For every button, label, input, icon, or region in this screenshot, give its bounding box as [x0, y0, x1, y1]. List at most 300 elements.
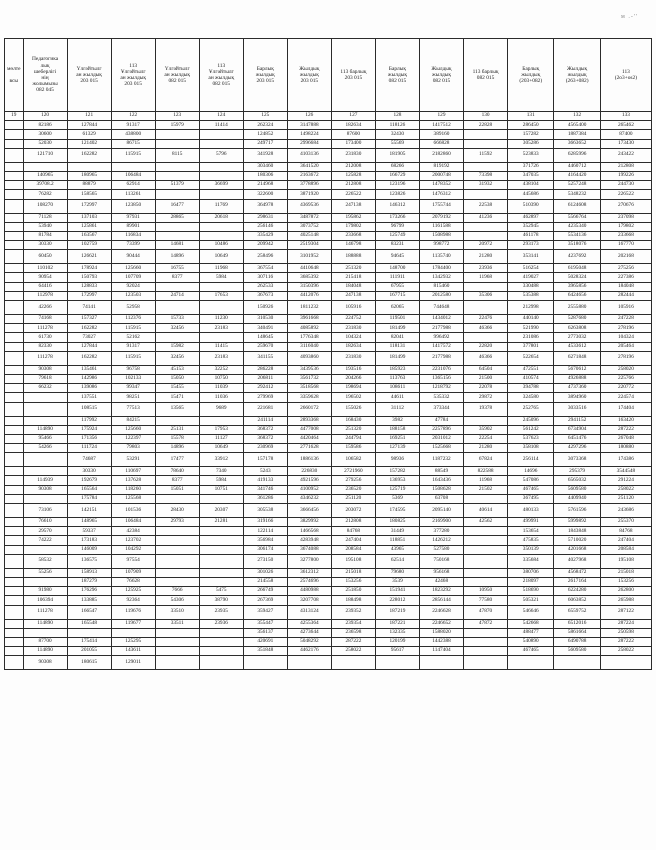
table-cell: 11036	[199, 393, 243, 402]
table-cell: 11415	[199, 342, 243, 351]
table-cell: 64504	[464, 365, 508, 374]
table-cell: 46366	[464, 324, 508, 333]
table-cell: 97931	[111, 213, 155, 222]
table-cell: 127	[331, 112, 375, 121]
table-cell: 230969	[243, 444, 287, 453]
table-cell: 547086	[508, 476, 554, 485]
table-cell	[155, 637, 199, 646]
table-cell: 153256	[600, 577, 651, 586]
table-cell: 180615	[67, 656, 111, 670]
table-row	[5, 619, 652, 628]
table-cell: 2231076	[419, 365, 463, 374]
table-cell: 22254	[464, 434, 508, 443]
table-cell: 123196	[375, 181, 419, 190]
table-cell	[199, 301, 243, 315]
table-cell: 1498224	[287, 130, 331, 139]
table-cell: 124	[199, 112, 243, 121]
table-cell: 233668	[600, 231, 651, 240]
table-cell: 172997	[67, 199, 111, 213]
table-cell	[67, 162, 111, 171]
table-cell: 2574696	[287, 577, 331, 586]
table-cell: 215018	[600, 568, 651, 577]
table-cell: 518690	[508, 587, 554, 596]
table-cell	[5, 324, 24, 333]
table-cell: 5609580	[554, 485, 600, 494]
table-cell: 310530	[243, 315, 287, 324]
table-cell	[464, 190, 508, 199]
table-cell: 23935	[199, 605, 243, 619]
table-cell: 14681	[155, 241, 199, 250]
table-cell: 104324	[600, 333, 651, 342]
table-cell: 46366	[464, 351, 508, 365]
table-cell: 173266	[375, 213, 419, 222]
table-cell: 52958	[111, 301, 155, 315]
table-cell	[464, 222, 508, 231]
table-cell	[287, 656, 331, 670]
table-cell	[5, 130, 24, 139]
table-cell: 128	[375, 112, 419, 121]
table-cell: 341155	[243, 351, 287, 365]
table-cell: 153256	[331, 577, 375, 586]
table-cell: 23183	[199, 324, 243, 333]
table-cell: 125719	[375, 485, 419, 494]
table-cell: 35902	[464, 425, 508, 434]
table-cell: 3641520	[287, 162, 331, 171]
table-row	[5, 527, 652, 536]
table-cell: 267369	[243, 596, 287, 605]
table-cell: 148965	[67, 518, 111, 527]
table-cell: 2000748	[419, 171, 463, 180]
table-cell: 8377	[155, 273, 199, 282]
table-cell: 3147888	[287, 121, 331, 130]
table-cell: 173183	[67, 536, 111, 545]
table-cell: 241114	[243, 416, 287, 425]
table-cell: 29793	[155, 518, 199, 527]
table-cell: 204266	[331, 374, 375, 383]
table-cell	[155, 656, 199, 670]
table-cell: 13565	[155, 402, 199, 416]
table-cell: 104292	[111, 545, 155, 554]
table-cell	[155, 568, 199, 577]
table-cell: 195108	[331, 554, 375, 568]
table-cell: 146798	[331, 241, 375, 250]
table-cell: 151941	[375, 587, 419, 596]
table-cell: 15455	[155, 384, 199, 393]
table-cell: 162282	[67, 324, 111, 333]
table-cell: 368372	[243, 434, 287, 443]
table-cell	[5, 264, 24, 273]
table-cell: 3150396	[287, 282, 331, 291]
table-row	[5, 444, 652, 453]
table-cell: 1135740	[419, 250, 463, 264]
table-cell: 1187232	[419, 453, 463, 467]
table-cell: 125660	[111, 425, 155, 434]
table-cell	[464, 536, 508, 545]
table-cell: 187221	[375, 619, 419, 628]
table-cell: 341746	[243, 485, 287, 494]
table-cell: 54306	[155, 596, 199, 605]
table-cell: 535332	[419, 393, 463, 402]
table-cell: 202168	[600, 250, 651, 264]
table-cell: 193516	[331, 365, 375, 374]
table-cell: 2012580	[419, 291, 463, 300]
table-cell: 319166	[243, 518, 287, 527]
table-cell: 21280	[464, 250, 508, 264]
table-cell: 165564	[67, 485, 111, 494]
table-cell: 113763	[375, 374, 419, 383]
table-cell	[464, 494, 508, 503]
table-cell: 231086	[508, 333, 554, 342]
table-cell: 226522	[600, 190, 651, 199]
table-cell: 231830	[331, 351, 375, 365]
table-cell: 237098	[600, 213, 651, 222]
table-cell	[199, 656, 243, 670]
table-cell: 42468	[419, 577, 463, 586]
table-cell: 33510	[155, 605, 199, 619]
table-cell: 3982	[375, 416, 419, 425]
table-cell: 3207708	[287, 596, 331, 605]
table-cell: 174404	[600, 402, 651, 416]
table-cell: 167770	[600, 241, 651, 250]
table-cell: 744648	[419, 301, 463, 315]
table-cell: 95466	[23, 434, 67, 443]
table-cell: 52030	[23, 139, 67, 148]
table-cell: 21502	[464, 485, 508, 494]
table-cell: 368372	[243, 425, 287, 434]
table-cell: 31932	[464, 181, 508, 190]
table-cell: 262324	[243, 121, 287, 130]
table-cell: 364978	[243, 199, 287, 213]
table-cell: 307116	[243, 273, 287, 282]
table-cell: 116834	[111, 231, 155, 240]
table-cell	[155, 545, 199, 554]
table-cell	[5, 231, 24, 240]
table-cell	[464, 416, 508, 425]
table-cell: 265988	[600, 596, 651, 605]
table-cell: 129	[419, 112, 463, 121]
table-cell: 438800	[111, 130, 155, 139]
table-cell: 1508628	[419, 485, 463, 494]
table-cell	[600, 656, 651, 670]
table-cell	[5, 647, 24, 656]
table-cell: 6263808	[554, 324, 600, 333]
table-cell: 176296	[67, 587, 111, 596]
table-cell: 121	[67, 112, 111, 121]
table-cell: 76628	[111, 577, 155, 586]
table-cell: 377280	[419, 527, 463, 536]
table-cell: 298631	[243, 213, 287, 222]
table-cell: 173400	[331, 139, 375, 148]
table-cell	[199, 536, 243, 545]
table-cell: 3894960	[554, 393, 600, 402]
table-cell: 114939	[23, 476, 67, 485]
table-cell	[155, 130, 199, 139]
table-cell: 42562	[464, 518, 508, 527]
table-cell: 351848	[243, 647, 287, 656]
table-cell: 5984	[199, 273, 243, 282]
table-cell: 2163672	[287, 171, 331, 180]
table-cell: 5369	[375, 494, 419, 503]
table-cell: 996492	[419, 333, 463, 342]
table-cell: 22820	[464, 342, 508, 351]
table-cell	[5, 619, 24, 628]
table-row	[5, 301, 652, 315]
table-cell	[5, 527, 24, 536]
table-cell	[5, 213, 24, 222]
table-cell: 10649	[199, 250, 243, 264]
table-cell	[5, 393, 24, 402]
table-cell	[5, 162, 24, 171]
table-cell: 123702	[111, 536, 155, 545]
table-cell: 303460	[243, 162, 287, 171]
table-cell: 220772	[600, 384, 651, 393]
table-cell: 132	[554, 112, 600, 121]
table-cell: 215418	[331, 273, 375, 282]
table-cell: 7666	[155, 587, 199, 596]
table-cell: 166547	[67, 605, 111, 619]
table-cell	[5, 545, 24, 554]
table-cell: 118851	[375, 536, 419, 545]
table-cell: 90954	[23, 273, 67, 282]
table-cell: 4027968	[554, 554, 600, 568]
table-cell: 252765	[508, 402, 554, 416]
table-cell: 52162	[111, 333, 155, 342]
table-cell: 231830	[331, 148, 375, 162]
table-cell	[5, 577, 24, 586]
table-cell: 41236	[464, 213, 508, 222]
table-cell: 287224	[600, 619, 651, 628]
table-cell: 198694	[331, 384, 375, 393]
table-cell: 956168	[419, 568, 463, 577]
table-cell: 137551	[67, 393, 111, 402]
table-cell: 1434012	[419, 315, 463, 324]
table-cell: 15471	[155, 393, 199, 402]
table-cell: 4273644	[287, 628, 331, 637]
table-cell: 1342932	[419, 273, 463, 282]
table-cell: 1525668	[419, 444, 463, 453]
table-cell: 2079192	[419, 213, 463, 222]
table-cell: 84768	[600, 527, 651, 536]
table-cell	[464, 130, 508, 139]
table-cell: 30600	[23, 130, 67, 139]
table-cell: 88879	[67, 181, 111, 190]
table-cell: 11127	[199, 434, 243, 443]
table-cell: 3663652	[554, 139, 600, 148]
table-cell: 389160	[419, 130, 463, 139]
table-cell: 47784	[419, 416, 463, 425]
column-header-11: 113 барлық 082 015	[464, 39, 508, 112]
table-cell: 353141	[508, 250, 554, 264]
table-cell	[23, 162, 67, 171]
table-cell	[23, 577, 67, 586]
table-cell: 1508988	[419, 231, 463, 240]
table-cell: 4100952	[287, 485, 331, 494]
table-cell: 22476	[464, 315, 508, 324]
table-cell	[155, 139, 199, 148]
table-cell: 181499	[375, 324, 419, 333]
table-cell: 251120	[331, 494, 375, 503]
table-cell: 36699	[199, 181, 243, 190]
table-cell: 380706	[508, 568, 554, 577]
table-cell: 4409940	[554, 494, 600, 503]
table-cell: 4164420	[554, 171, 600, 180]
column-header-10: Жылдық жылдық 082 015	[419, 39, 463, 112]
table-cell: 5984	[199, 476, 243, 485]
table-cell	[464, 527, 508, 536]
table-cell: 815460	[419, 282, 463, 291]
table-cell	[155, 301, 199, 315]
table-cell: 1147404	[419, 647, 463, 656]
table-cell: 341928	[243, 148, 287, 162]
table-cell: 127844	[67, 342, 111, 351]
table-row	[5, 545, 652, 554]
table-cell: 5670612	[554, 365, 600, 374]
table-cell	[5, 291, 24, 300]
table-cell: 6451476	[554, 434, 600, 443]
table-cell: 126621	[67, 250, 111, 264]
table-row	[5, 139, 652, 148]
table-cell: 3101952	[287, 250, 331, 264]
table-cell: 108270	[23, 199, 67, 213]
table-cell: 278196	[600, 324, 651, 333]
table-cell: 3033516	[554, 402, 600, 416]
table-cell: 2555880	[554, 301, 600, 315]
table-cell: 231830	[331, 324, 375, 333]
table-cell: 377801	[508, 342, 554, 351]
table-cell: 5534136	[554, 231, 600, 240]
table-cell: 21500	[464, 374, 508, 383]
table-cell: 258022	[600, 647, 651, 656]
table-cell: 510390	[508, 199, 554, 213]
table-cell: 68266	[375, 162, 419, 171]
table-cell: 23183	[199, 351, 243, 365]
table-cell: 2856144	[419, 596, 463, 605]
table-cell: 214968	[243, 181, 287, 190]
column-header-7: Жылдық жылдық 203 015	[287, 39, 331, 112]
table-cell: 22078	[464, 384, 508, 393]
table-row	[5, 112, 652, 121]
table-cell: 179802	[331, 222, 375, 231]
table-cell	[23, 494, 67, 503]
table-cell: 10751	[199, 485, 243, 494]
table-cell	[5, 476, 24, 485]
table-cell: 6734904	[554, 425, 600, 434]
table-cell: 3871920	[287, 190, 331, 199]
table-cell	[111, 162, 155, 171]
table-cell: 172997	[67, 291, 111, 300]
table-cell: 367673	[243, 291, 287, 300]
table-cell: 11968	[464, 476, 508, 485]
table-cell: 179802	[600, 222, 651, 231]
table-cell: 29570	[23, 527, 67, 536]
table-cell: 361286	[243, 494, 287, 503]
table-cell: 499991	[508, 518, 554, 527]
table-cell: 137103	[67, 213, 111, 222]
table-cell: 265462	[600, 121, 651, 130]
table-cell: 4237692	[554, 250, 600, 264]
table-cell: 20972	[464, 241, 508, 250]
table-cell: 212808	[331, 181, 375, 190]
table-cell: 371726	[508, 162, 554, 171]
table-cell	[5, 453, 24, 467]
table-cell: 55569	[375, 139, 419, 148]
table-cell: 199226	[600, 171, 651, 180]
table-cell: 133885	[67, 596, 111, 605]
table-cell: 42384	[111, 527, 155, 536]
table-cell: 184048	[600, 282, 651, 291]
table-cell: 15733	[155, 315, 199, 324]
table-cell: 228012	[375, 596, 419, 605]
table-cell: 10750	[199, 374, 243, 383]
column-header-2: Үлгәйтылг ан жылдық 203 015	[67, 39, 111, 112]
table-cell: 295379	[554, 467, 600, 476]
table-cell: 4477008	[287, 425, 331, 434]
table-cell	[5, 365, 24, 374]
table-cell: 3612312	[287, 568, 331, 577]
table-cell: 445686	[508, 190, 554, 199]
table-cell: 133	[600, 112, 651, 121]
table-cell: 60450	[23, 250, 67, 264]
table-cell: 123826	[375, 190, 419, 199]
table-cell: 114890	[23, 425, 67, 434]
table-cell	[5, 467, 24, 476]
table-cell: 15050	[155, 374, 199, 383]
table-cell: 305286	[508, 139, 554, 148]
table-cell: 115915	[111, 324, 155, 333]
table-cell: 112376	[111, 315, 155, 324]
table-row	[5, 333, 652, 342]
table-cell: 11592	[464, 148, 508, 162]
table-cell: 243686	[600, 504, 651, 518]
table-cell	[199, 527, 243, 536]
table-cell: 28430	[155, 504, 199, 518]
table-cell: 4412076	[287, 291, 331, 300]
table-cell: 4568472	[554, 568, 600, 577]
table-cell: 287222	[331, 637, 375, 646]
table-cell: 233668	[331, 231, 375, 240]
table-cell: 120199	[375, 637, 419, 646]
table-cell	[155, 333, 199, 342]
table-cell: 3666456	[287, 504, 331, 518]
table-cell: 15982	[155, 342, 199, 351]
table-cell: 97554	[111, 554, 155, 568]
table-cell: 59337	[67, 527, 111, 536]
table-cell: 165548	[67, 619, 111, 628]
table-cell	[155, 282, 199, 291]
table-row	[5, 485, 652, 494]
table-cell	[5, 656, 24, 670]
table-cell: 3116040	[287, 342, 331, 351]
table-cell: 10950	[464, 587, 508, 596]
table-cell: 45153	[155, 365, 199, 374]
table-cell: 178924	[67, 264, 111, 273]
table-cell	[5, 273, 24, 282]
table-cell: 3961668	[287, 315, 331, 324]
table-cell	[155, 222, 199, 231]
table-cell: 17953	[199, 425, 243, 434]
table-cell: 125568	[111, 494, 155, 503]
table-cell	[5, 554, 24, 568]
table-cell: 3073752	[287, 222, 331, 231]
table-cell: 169251	[375, 434, 419, 443]
table-cell: 4093860	[287, 351, 331, 365]
table-cell: 3487872	[287, 213, 331, 222]
table-cell: 282444	[600, 291, 651, 300]
table-cell: 106484	[111, 171, 155, 180]
column-header-1: Педагогика лық шеберлігі нің жолымызы 082 045	[23, 39, 67, 112]
table-cell: 243422	[600, 148, 651, 162]
table-cell: 226830	[287, 467, 331, 476]
